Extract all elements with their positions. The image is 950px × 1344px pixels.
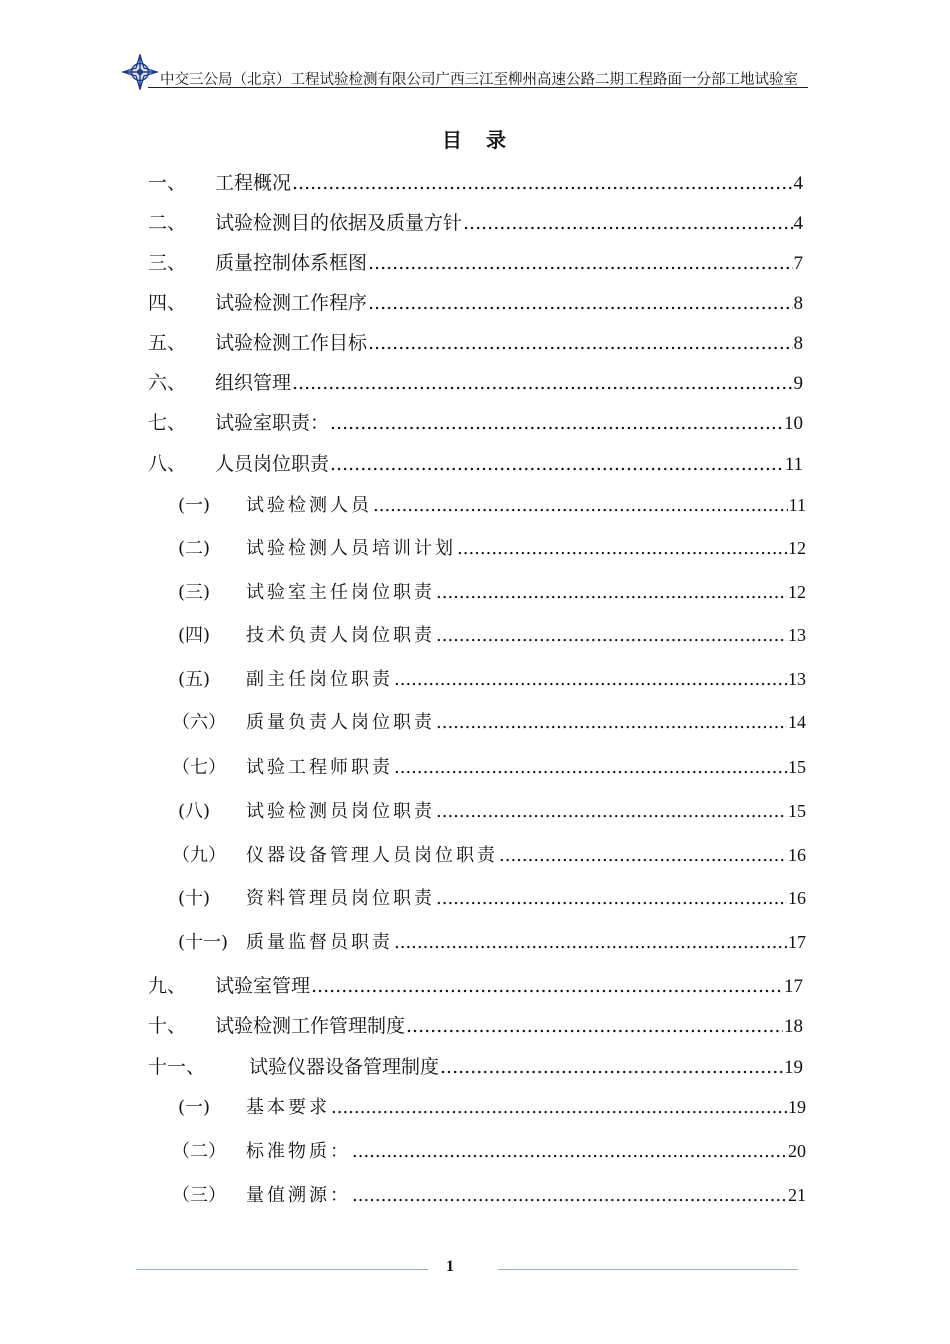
- toc-entry-number: (二): [178, 538, 211, 559]
- toc-entry-label: 试验室职责：: [215, 411, 330, 434]
- toc-entry-body: [215, 288, 803, 315]
- toc-entry-page: 16: [788, 888, 806, 908]
- toc-entry-label: 副主任岗位职责: [246, 669, 393, 690]
- toc-leader-dots: [330, 412, 783, 434]
- toc-entry[interactable]: [0, 206, 950, 236]
- toc-entry-body: [215, 408, 803, 435]
- toc-entry[interactable]: [0, 1091, 950, 1121]
- footer-rule-right: [498, 1269, 798, 1270]
- toc-entry-page: 20: [788, 1141, 806, 1161]
- toc-entry-label: 技术负责人岗位职责: [246, 625, 435, 646]
- toc-entry-body: [246, 665, 806, 691]
- toc-entry-page: 17: [788, 932, 806, 952]
- toc-entry-label: 试验检测目的依据及质量方针: [215, 211, 463, 234]
- toc-entry[interactable]: [0, 166, 950, 196]
- toc-leader-dots: [436, 712, 787, 733]
- toc-leader-dots: [436, 888, 787, 909]
- toc-entry-number: (十): [178, 888, 211, 909]
- toc-entry-number: (八): [178, 801, 211, 822]
- toc-leader-dots: [436, 582, 787, 603]
- toc-entry[interactable]: [0, 1009, 950, 1039]
- toc-entry-body: [215, 449, 803, 476]
- toc-title: 目 录: [442, 128, 508, 152]
- toc-entry-number: (四): [178, 625, 211, 646]
- toc-entry[interactable]: [0, 882, 950, 912]
- toc-leader-dots: [436, 625, 787, 646]
- toc-entry-label: 基本要求: [246, 1097, 330, 1118]
- toc-entry-page: 19: [788, 1097, 806, 1117]
- toc-entry-number: 七、: [148, 411, 187, 434]
- header-title: 中交三公局（北京）工程试验检测有限公司广西三江至柳州高速公路二期工程路面一分部工地试验室: [160, 72, 798, 88]
- toc-entry-number: 八、: [148, 452, 187, 475]
- header-rule: [148, 87, 808, 88]
- company-logo-icon: [122, 54, 158, 90]
- toc-entry-body: [215, 1011, 803, 1038]
- toc-entry-label: 试验检测人员培训计划: [246, 538, 456, 559]
- toc-entry-body: [246, 1181, 806, 1207]
- toc-entry[interactable]: [0, 1135, 950, 1165]
- toc-leader-dots: [368, 252, 792, 274]
- toc-entry[interactable]: [0, 447, 950, 477]
- toc-entry-body: [246, 621, 806, 647]
- toc-entry-page: 12: [788, 582, 806, 602]
- toc-entry-body: [249, 1052, 803, 1079]
- toc-entry-label: 试验检测工作管理制度: [215, 1014, 406, 1037]
- toc-leader-dots: [394, 669, 787, 690]
- toc-entry[interactable]: [0, 326, 950, 356]
- toc-leader-dots: [352, 1141, 787, 1162]
- toc-entry-page: 21: [788, 1185, 806, 1205]
- toc-entry-number: （三）: [172, 1185, 226, 1206]
- toc-entry-body: [246, 928, 806, 954]
- toc-entry-page: 16: [788, 845, 806, 865]
- toc-entry-page: 4: [793, 172, 803, 194]
- toc-entry-body: [246, 841, 806, 867]
- toc-entry-body: [246, 578, 806, 604]
- toc-entry[interactable]: [0, 406, 950, 436]
- toc-entry-number: 一、: [148, 171, 187, 194]
- toc-entry-page: 13: [788, 625, 806, 645]
- toc-leader-dots: [292, 372, 792, 394]
- toc-entry-body: [246, 797, 806, 823]
- toc-entry-label: 试验工程师职责: [246, 757, 393, 778]
- toc-entry-label: 质量监督员职责: [246, 932, 393, 953]
- toc-entry-label: 试验检测工作目标: [215, 331, 368, 354]
- toc-entry-body: [215, 168, 803, 195]
- toc-entry[interactable]: [0, 489, 950, 519]
- toc-entry-page: 13: [788, 669, 806, 689]
- toc-leader-dots: [406, 1015, 783, 1037]
- toc-entry-body: [246, 708, 806, 734]
- toc-entry-number: (十一): [178, 932, 229, 953]
- toc-entry-page: 7: [793, 252, 803, 274]
- toc-entry-body: [215, 328, 803, 355]
- toc-entry-number: 四、: [148, 291, 187, 314]
- toc-entry-page: 9: [793, 372, 803, 394]
- toc-entry-number: (五): [178, 669, 211, 690]
- toc-entry-label: 试验室主任岗位职责: [246, 582, 435, 603]
- toc-leader-dots: [394, 932, 787, 953]
- toc-entry-body: [246, 534, 806, 560]
- toc-entry-page: 15: [788, 757, 806, 777]
- toc-entry-number: 五、: [148, 331, 187, 354]
- toc-entry-number: 十一、: [148, 1055, 206, 1078]
- toc-entry-body: [246, 491, 806, 517]
- toc-entry-number: （七）: [172, 757, 226, 778]
- toc-entry[interactable]: [0, 286, 950, 316]
- toc-entry-label: 试验室管理: [215, 974, 311, 997]
- toc-leader-dots: [440, 1056, 783, 1078]
- toc-entry-label: 资料管理员岗位职责: [246, 888, 435, 909]
- toc-entry[interactable]: [0, 1179, 950, 1209]
- page-footer: [0, 1258, 950, 1282]
- toc-entry-page: 11: [784, 453, 803, 475]
- toc-entry[interactable]: [0, 246, 950, 276]
- toc-leader-dots: [352, 1185, 787, 1206]
- toc-leader-dots: [368, 332, 792, 354]
- toc-entry-page: 17: [784, 975, 803, 997]
- toc-entry-page: 15: [788, 801, 806, 821]
- toc-entry[interactable]: [0, 795, 950, 825]
- toc-entry[interactable]: [0, 366, 950, 396]
- toc-leader-dots: [499, 845, 787, 866]
- toc-entry-label: 人员岗位职责: [215, 452, 330, 475]
- toc-entry-label: 标准物质：: [246, 1141, 351, 1162]
- toc-entry[interactable]: [0, 926, 950, 956]
- toc-entry[interactable]: [0, 576, 950, 606]
- toc-leader-dots: [368, 292, 792, 314]
- toc-entry-label: 量值溯源：: [246, 1185, 351, 1206]
- toc-entry-body: [246, 753, 806, 779]
- toc-entry-page: 10: [784, 412, 803, 434]
- toc-entry[interactable]: [0, 751, 950, 781]
- toc-entry-body: [246, 1093, 806, 1119]
- toc-entry-label: 试验检测人员: [246, 495, 372, 516]
- toc-entry-page: 8: [793, 332, 803, 354]
- toc-entry-number: (三): [178, 582, 211, 603]
- toc-entry-label: 组织管理: [215, 371, 292, 394]
- toc-entry[interactable]: [0, 532, 950, 562]
- toc-leader-dots: [457, 538, 787, 559]
- toc-leader-dots: [292, 172, 792, 194]
- toc-entry-page: 8: [793, 292, 803, 314]
- footer-rule-left: [136, 1269, 428, 1270]
- toc-entry-number: （九）: [172, 845, 226, 866]
- toc-entry-label: 试验仪器设备管理制度: [249, 1055, 440, 1078]
- toc-entry-label: 质量负责人岗位职责: [246, 712, 435, 733]
- toc-entry-page: 4: [793, 212, 803, 234]
- toc-entry[interactable]: [0, 663, 950, 693]
- toc-entry-body: [215, 208, 803, 235]
- toc-entry-number: （二）: [172, 1141, 226, 1162]
- toc-leader-dots: [330, 453, 784, 475]
- toc-entry[interactable]: [0, 706, 950, 736]
- toc-entry-page: 14: [788, 712, 806, 732]
- toc-entry-page: 18: [784, 1015, 803, 1037]
- toc-leader-dots: [311, 975, 783, 997]
- toc-entry-number: 六、: [148, 371, 187, 394]
- toc-entry[interactable]: [0, 1050, 950, 1080]
- toc-entry-number: (一): [178, 495, 211, 516]
- toc-entry-label: 试验检测员岗位职责: [246, 801, 435, 822]
- toc-entry-body: [246, 1137, 806, 1163]
- toc-entry[interactable]: [0, 619, 950, 649]
- toc-entry[interactable]: [0, 839, 950, 869]
- toc-entry[interactable]: [0, 969, 950, 999]
- toc-leader-dots: [373, 495, 788, 516]
- toc-entry-label: 仪器设备管理人员岗位职责: [246, 845, 498, 866]
- toc-entry-body: [246, 884, 806, 910]
- toc-entry-number: (一): [178, 1097, 211, 1118]
- toc-entry-number: 九、: [148, 974, 187, 997]
- page-number: 1: [446, 1258, 454, 1275]
- toc-leader-dots: [394, 757, 787, 778]
- toc-entry-number: （六）: [172, 712, 226, 733]
- toc-entry-number: 十、: [148, 1014, 187, 1037]
- toc-entry-number: 三、: [148, 251, 187, 274]
- toc-entry-body: [215, 971, 803, 998]
- toc-entry-body: [215, 248, 803, 275]
- toc-entry-number: 二、: [148, 211, 187, 234]
- toc-entry-page: 19: [784, 1056, 803, 1078]
- toc-leader-dots: [436, 801, 787, 822]
- toc-entry-label: 质量控制体系框图: [215, 251, 368, 274]
- toc-entry-page: 11: [788, 495, 806, 515]
- toc-entry-page: 12: [788, 538, 806, 558]
- toc-entry-label: 试验检测工作程序: [215, 291, 368, 314]
- page-header: [122, 54, 808, 90]
- toc-entry-label: 工程概况: [215, 171, 292, 194]
- toc-leader-dots: [331, 1097, 787, 1118]
- toc-leader-dots: [463, 212, 792, 234]
- toc-entry-body: [215, 368, 803, 395]
